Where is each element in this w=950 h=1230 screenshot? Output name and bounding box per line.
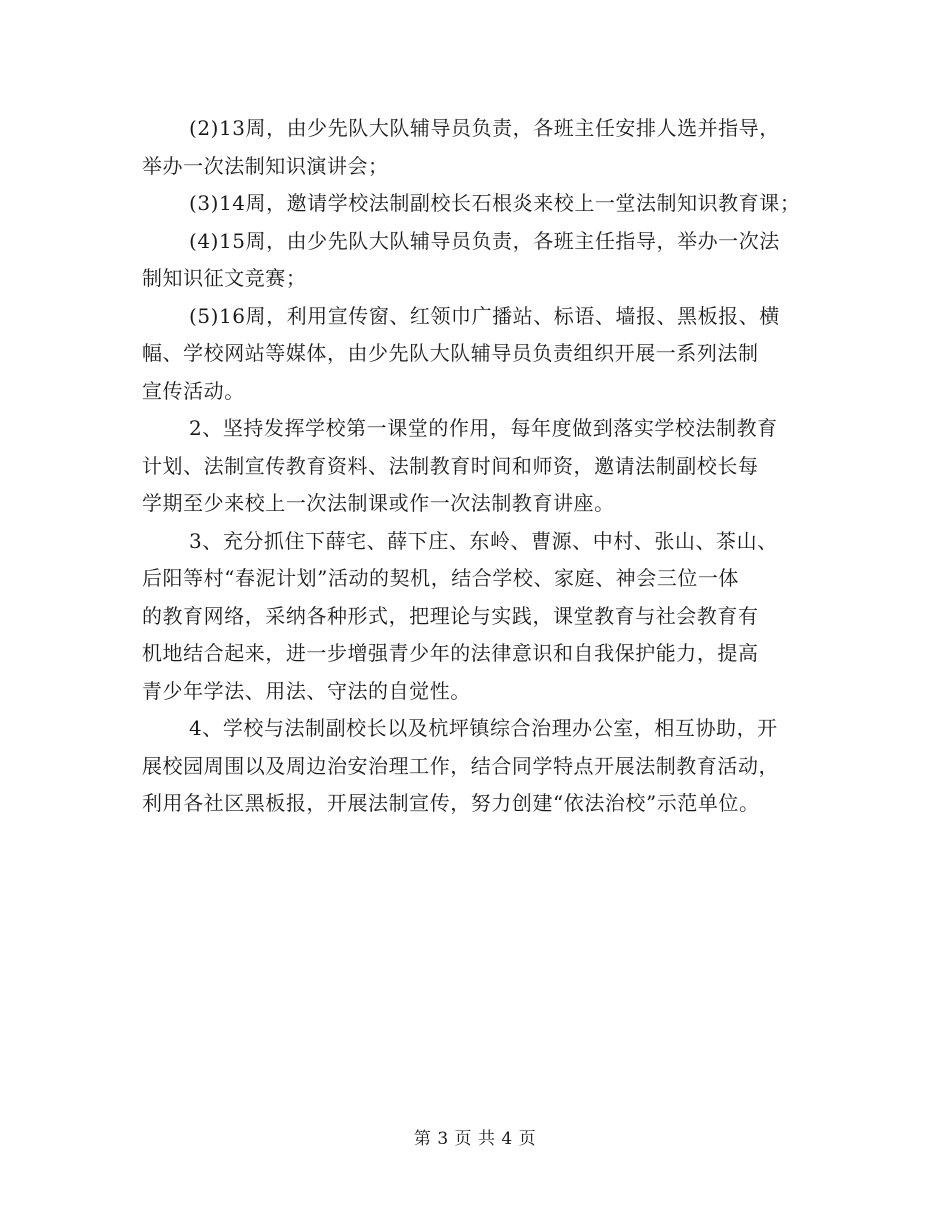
point-3-line-5: 青少年学法、用法、守法的自觉性。 (142, 678, 471, 703)
item-2-line-1: (2)13周，由少先队大队辅导员负责，各班主任安排人选并指导， (189, 116, 780, 140)
point-4-line-3: 利用各社区黑板报，开展法制宣传，努力创建“依法治校”示范单位。 (142, 791, 760, 815)
item-4-line-2: 制知识征文竞赛； (142, 266, 307, 290)
document-body (142, 110, 822, 823)
point-2-line-1: 2、坚持发挥学校第一课堂的作用，每年度做到落实学校法制教育 (189, 416, 778, 440)
point-3-line-1: 3、充分抓住下薛宅、薛下庄、东岭、曹源、中村、张山、茶山、 (189, 528, 778, 553)
item-4-line-1: (4)15周，由少先队大队辅导员负责，各班主任指导，举办一次法 (189, 228, 780, 253)
point-3-line-3: 的教育网络，采纳各种形式，把理论与实践，课堂教育与社会教育有 (142, 603, 759, 628)
item-5-line-2: 幅、学校网站等媒体，由少先队大队辅导员负责组织开展一系列法制 (142, 341, 759, 365)
item-3-line-1: (3)14周，邀请学校法制副校长石根炎来校上一堂法制知识教育课； (189, 191, 801, 215)
item-5-line-3: 宣传活动。 (142, 378, 245, 403)
point-4-line-2: 展校园周围以及周边治安治理工作，结合同学特点开展法制教育活动， (142, 753, 780, 778)
point-2-line-3: 学期至少来校上一次法制课或作一次法制教育讲座。 (142, 491, 615, 515)
point-3-line-4: 机地结合起来，进一步增强青少年的法律意识和自我保护能力，提高 (142, 641, 759, 665)
item-2-line-2: 举办一次法制知识演讲会； (142, 153, 389, 178)
page-number-footer: 第 3 页 共 4 页 (413, 1129, 537, 1149)
item-5-line-1: (5)16周，利用宣传窗、红领巾广播站、标语、墙报、黑板报、横 (189, 303, 780, 328)
point-3-line-2: 后阳等村“春泥计划”活动的契机，结合学校、家庭、神会三位一体 (142, 566, 739, 590)
point-2-line-2: 计划、法制宣传教育资料、法制教育时间和师资，邀请法制副校长每 (142, 453, 759, 478)
point-4-line-1: 4、学校与法制副校长以及杭坪镇综合治理办公室，相互协助，开 (189, 716, 778, 740)
